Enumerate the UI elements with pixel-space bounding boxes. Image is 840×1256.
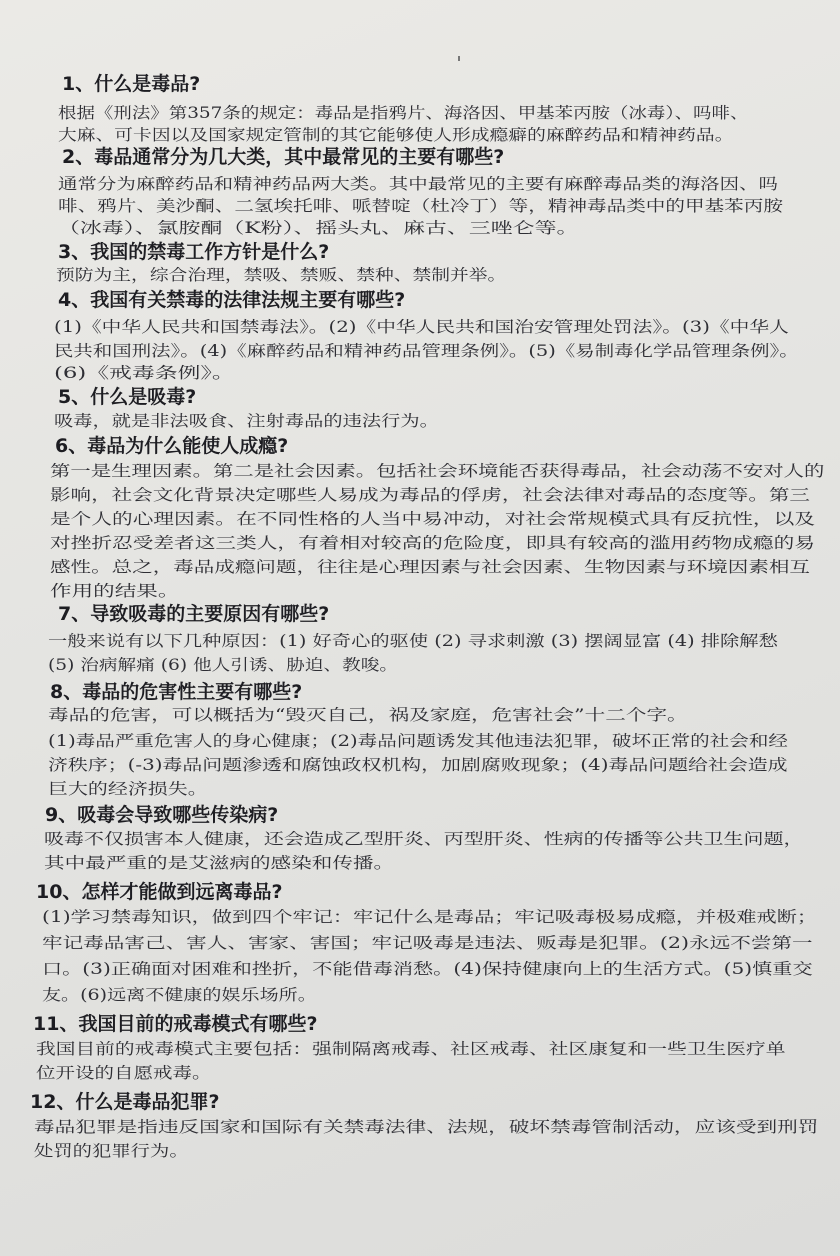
question-heading: 1、什么是毒品?	[62, 73, 201, 95]
answer-line: 口。(3)正确面对困难和挫折，不能借毒消愁。(4)保持健康向上的生活方式。(5)慎重交	[42, 960, 813, 978]
answer-line: 民共和国刑法》。(4)《麻醉药品和精神药品管理条例》。(5)《易制毒化学品管理条例》。	[54, 342, 799, 360]
paper-mark	[458, 56, 460, 61]
answer-line: 济秩序；(-3)毒品问题渗透和腐蚀政权机构，加剧腐败现象；(4)毒品问题给社会造成	[48, 756, 788, 774]
answer-line: 吸毒，就是非法吸食、注射毒品的违法行为。	[54, 412, 439, 430]
answer-line: 一般来说有以下几种原因：(1) 好奇心的驱使 (2) 寻求刺激 (3) 摆阔显富 (4) 排除解愁	[48, 632, 778, 650]
answer-line: 对挫折忍受差者这三类人，有着相对较高的危险度，即具有较高的滥用药物成瘾的易	[50, 534, 815, 552]
question-heading: 8、毒品的危害性主要有哪些?	[50, 681, 303, 703]
answer-line: (5) 治病解痛 (6) 他人引诱、胁迫、教唆。	[48, 656, 398, 674]
answer-line: 其中最严重的是艾滋病的感染和传播。	[44, 854, 395, 872]
answer-line: 位开设的自愿戒毒。	[36, 1064, 212, 1082]
answer-line: (1)学习禁毒知识，做到四个牢记：牢记什么是毒品；牢记吸毒极易成瘾，并极难戒断；	[42, 908, 818, 926]
answer-line: 毒品的危害，可以概括为“毁灭自己，祸及家庭，危害社会”十二个字。	[48, 706, 688, 724]
answer-line: 根据《刑法》第357条的规定：毒品是指鸦片、海洛因、甲基苯丙胺（冰毒）、吗啡、	[58, 104, 749, 122]
answer-line: 预防为主，综合治理，禁吸、禁贩、禁种、禁制并举。	[56, 266, 507, 284]
question-heading: 12、什么是毒品犯罪?	[30, 1091, 220, 1113]
answer-line: 毒品犯罪是指违反国家和国际有关禁毒法律、法规，破坏禁毒管制活动，应该受到刑罚	[34, 1118, 819, 1136]
question-heading: 7、导致吸毒的主要原因有哪些?	[58, 603, 330, 625]
answer-line: 啡、鸦片、美沙酮、二氢埃托啡、哌替啶（杜冷丁）等，精神毒品类中的甲基苯丙胺	[58, 197, 783, 215]
question-heading: 6、毒品为什么能使人成瘾?	[55, 435, 289, 457]
answer-line: 大麻、可卡因以及国家规定管制的其它能够使人形成瘾癖的麻醉药品和精神药品。	[58, 126, 734, 144]
question-heading: 11、我国目前的戒毒模式有哪些?	[33, 1013, 318, 1035]
answer-line: 影响，社会文化背景决定哪些人易成为毒品的俘虏，社会法律对毒品的态度等。第三	[50, 486, 810, 504]
answer-line: 感性。总之，毒品成瘾问题，往往是心理因素与社会因素、生物因素与环境因素相互	[50, 558, 810, 576]
answer-line: 牢记毒品害己、害人、害家、害国；牢记吸毒是违法、贩毒是犯罪。(2)永远不尝第一	[42, 934, 813, 952]
answer-line: (1)《中华人民共和国禁毒法》。(2)《中华人民共和国治安管理处罚法》。(3)《中华人	[54, 318, 789, 336]
answer-line: （冰毒）、氯胺酮（K粉）、摇头丸、麻古、三唑仑等。	[58, 219, 579, 237]
answer-line: 是个人的心理因素。在不同性格的人当中易冲动，对社会常规模式具有反抗性，以及	[50, 510, 815, 528]
answer-line: 处罚的犯罪行为。	[34, 1142, 189, 1160]
answer-line: 吸毒不仅损害本人健康，还会造成乙型肝炎、丙型肝炎、性病的传播等公共卫生问题，	[44, 830, 804, 848]
answer-line: 巨大的经济损失。	[48, 780, 208, 798]
answer-line: (1)毒品严重危害人的身心健康；(2)毒品问题诱发其他违法犯罪，破坏正常的社会和经	[48, 732, 788, 750]
question-heading: 2、毒品通常分为几大类，其中最常见的主要有哪些?	[62, 146, 505, 168]
question-heading: 9、吸毒会导致哪些传染病?	[45, 804, 279, 826]
question-heading: 5、什么是吸毒?	[58, 386, 197, 408]
answer-line: 友。(6)远离不健康的娱乐场所。	[42, 986, 317, 1004]
answer-line: (6)《戒毒条例》。	[54, 364, 235, 382]
question-heading: 3、我国的禁毒工作方针是什么?	[58, 241, 330, 263]
answer-line: 第一是生理因素。第二是社会因素。包括社会环境能否获得毒品，社会动荡不安对人的	[50, 462, 825, 480]
answer-line: 作用的结果。	[50, 582, 180, 600]
answer-line: 通常分为麻醉药品和精神药品两大类。其中最常见的主要有麻醉毒品类的海洛因、吗	[58, 175, 778, 193]
answer-line: 我国目前的戒毒模式主要包括：强制隔离戒毒、社区戒毒、社区康复和一些卫生医疗单	[36, 1040, 786, 1058]
question-heading: 10、怎样才能做到远离毒品?	[36, 881, 283, 903]
question-heading: 4、我国有关禁毒的法律法规主要有哪些?	[58, 289, 406, 311]
